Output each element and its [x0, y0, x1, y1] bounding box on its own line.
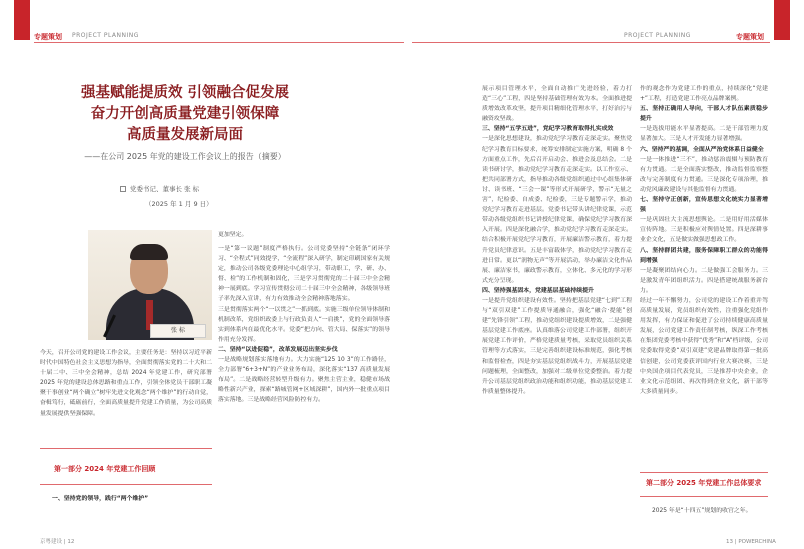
section-2-rule-top — [640, 472, 768, 473]
col1-tail — [52, 494, 212, 504]
article-title-line-1: 强基赋能提质效 引领融合促发展 — [80, 84, 290, 101]
col1-subheading: 一、坚持党的领导，践行“两个维护” — [52, 496, 149, 502]
col4-paragraph-11: 2025 年是“十四五”规划的收官之年。 — [652, 508, 752, 514]
col4-paragraph-3: 一是选拔用能水平显著提高。二是干部管理力度显著加大。三是人才开发能力显著增强。 — [640, 126, 768, 143]
article-subtitle: ——在公司 2025 年党的建设工作会议上的报告（摘要） — [84, 152, 286, 161]
col4-paragraph-5: 一是一体推进“三不”，推动惩治震慑与预防教育有力贯通。二是全面落实整改，推动监督监察整改与完善制度有力贯通。三是深化专项治理，推动党风廉政建设与其他监督有力贯通。 — [640, 156, 768, 193]
col4-paragraph-1: 作的观念作为党建工作的重点，持续深化“党建+”工程，打造党建工作亮点品牌案例。 — [640, 86, 768, 103]
col3-paragraph-3: 一是深化思想建设，推动党纪学习教育走深走实。聚焦党纪学习教育目标要求，统筹安排制定实施方案，明确 8 个方面重点工作，先后召开启动会、推进会及总结会。二是读书研讨学，推动党纪学习教育走深走实。以工作室示、把共同部署方式，指导推动各级党组织通过中心组集体研讨、读书班、“三会一课”等形式开展研学，警示“无量之害”，纪检委、自成委、纪检委，三是专题警示学，推动党纪学习教育走进基层。党委书记带头讲纪律党课，示范带动各级党组织书记讲授纪律党课，确保党纪学习教育深入开展。四是深化融合学，推动党纪学习教育走深走实。结合积极开展党纪学习教育，开展廉洁警示教育，着力提升党员纪律意识。五是丰富载体学，推动党纪学习教育走进日常。更以“润物无声”等开展活动，举办廉洁文化作品展、廉洁家书，廉政警示教育，立体化、多元化的学习形式充分呈现。 — [482, 136, 632, 284]
col2-paragraph-5: 一是战略规划落实落地有力。大力实施“125 10 3”的工作路径，全力部署“6+3+N”的产业业务布局，深化落实“137 高质量发展布局”。二是战略经营转型升级有力。聚焦主营主业，稳健市场战略性新兴产业，探索“路城管网+区域深耕”，国内外一批重点项目落实落地。三是战略经营风险防控有力。 — [218, 357, 390, 404]
page-header — [0, 0, 804, 44]
col2-paragraph-3: 三是贯彻落实两个“一以贯之”一抓到底。实施三级单位领导体制和机制改革，党组织政委上与行政负责人“一肩挑”，党的全面领导落实到体系内在最优化水平。党委“把方向、管大局、保落实”的领导作用充分发挥。 — [218, 306, 390, 343]
speaker-photo — [88, 230, 212, 340]
header-left-rule — [34, 42, 404, 43]
header-left-title: 专题策划 — [34, 33, 62, 41]
col3-subheading-1: 三、坚持“五学五进”，党纪学习教育取得扎实成效 — [482, 126, 614, 133]
col4-subheading-1: 五、坚持正确用人导向，干部人才队伍素质稳步提升 — [640, 106, 768, 123]
article-title-line-3: 高质量发展新局面 — [127, 126, 243, 143]
col1-paragraph-1: 今天，召开公司党的建设工作会议，主要任务是：坚持以习近平新时代中国特色社会主义思想为指导，全面贯彻落实党的二十大和二十届二中、三中全会精神，总结 2024 年党建工作，研究部署 2025 年党的建设总体思路和重点工作，引领全体党员干部职工凝聚干事创业“两个确立”树牢先进文化观念“两个维护”的行动自觉，奋楫笃行，砥砺前行，全面高质量提升党建工作质量，为公司高质量发展提供坚强保障。 — [40, 350, 212, 417]
author-text: 党委书记、董事长 张 标 — [130, 185, 200, 193]
header-left-marker — [14, 0, 30, 40]
section-1-rule-bottom — [40, 484, 212, 485]
col2-paragraph-1: 更加坚定。 — [218, 232, 248, 238]
col3-subheading-2: 四、坚持强基固本，党建基层基础持续提升 — [482, 287, 594, 294]
header-right-subtitle: PROJECT PLANNING — [624, 32, 691, 39]
col4-subheading-2: 六、坚持严的基调，全面从严治党体系日益健全 — [640, 146, 764, 153]
column-2 — [218, 230, 390, 240]
header-right-title: 专题策划 — [736, 33, 764, 41]
header-left-subtitle: PROJECT PLANNING — [72, 32, 139, 39]
col2-paragraph-2: 一是“第一议题”制度严格执行。公司党委坚持“全链条”闭环学习、“全程式”同效提学，“全流程”深入研学，制定印刷国家有关规定，推动公司各级党委理论中心组学习，带动职工，学、研、办、督、检”的工作机制和固化，三是学习贯彻党的二十届三中全会精神一展到底。学习宣传贯彻公司二十届三中全会精神，各级领导班子率先深入宣讲，有力有效推动全会精神落地落实。 — [218, 246, 390, 303]
photo-hair — [130, 244, 168, 260]
col4-paragraph-10: 经过一年不懈努力，公司党的建设工作着重并驾高质量发展，党员组织有效性，注重强化党组作用发挥，有力保证和促进了公司持续健康高质量发展，公司党建工作责任制考核，纵深工作考核在集团党委考核中获得“优秀”和“A”档评级，公司党委取得党委“双引双建”党建品牌取得第一批高信创建，公司党委获评国内行业大赛决赛，三是中央国企项目代表党员，三是推荐中央企业，企业文化示范组团、再次得到企业文化，新干部等大多质量同步。 — [640, 297, 768, 395]
col3-paragraph-1: 展示项目管理水平，全面自动推广先进经验，着力打造“三心”工程，四是坚持基础管理有效为本。全面推进提质增效改革攻坚，提升项目精细化管理水平，打好治污与融资攻坚战。 — [482, 86, 632, 123]
col3-paragraph-5: 一是提升党组织建设有效性。坚持把基层党建“七到”工程与“双引双建”工作提质导通融合，强化“融合·提能”创建“先锋引领”工程，推动党组织建设提质增效，二是强健基层党建工作底座。认真维落公司党建工作部署，组织开展党建工作评价，严格党建质量考核，采取党员组织关系管理等方式落实，三是完善组织建设标准规范，强化考核和监督检查，四是夯实基层党组织战斗力，开展基层党建问题梳理，全面整改，加强对二级单位党委整治。着力提升公司基层党组织政治功能和组织功能，推动基层党建工作质量整体提升。 — [482, 297, 632, 395]
footer-left: 京粤建设 | 12 — [40, 539, 75, 545]
col4-subheading-3: 七、坚持守正创新，宣传思想文化统实力显著增强 — [640, 197, 768, 214]
section-1-rule-top — [40, 448, 212, 449]
article-title-block — [40, 82, 330, 162]
col4-tail — [652, 506, 768, 516]
article-author — [120, 184, 199, 193]
article-date: （2025 年 1 月 9 日） — [145, 200, 213, 208]
col4-paragraph-9: 一是凝聚团结向心力。二是做强工会服务力。三是激发青年团组织活力。四是搭建统战服务新台力。 — [640, 267, 768, 294]
column-3 — [482, 84, 632, 397]
section-2-heading: 第二部分 2025 年党建工作总体要求 — [646, 479, 762, 487]
photo-nameplate: 张 标 — [150, 324, 206, 338]
column-1 — [40, 348, 212, 419]
column-4 — [640, 84, 768, 397]
article-title-line-2: 奋力开创高质量党建引领保障 — [90, 105, 280, 122]
footer-right: 13 | POWERCHINA — [726, 539, 776, 545]
header-right-rule — [412, 42, 770, 43]
header-right-marker — [774, 0, 790, 40]
section-1-heading: 第一部分 2024 年党建工作回顾 — [54, 465, 156, 473]
col2-subheading: 二、坚持“以进促稳”，改革发展迈出坚实步伐 — [218, 346, 338, 353]
col4-paragraph-7: 一是巩固壮大主流思想舆论。二是用好用活媒体宣传阵地。三是积极应对舆情处置。四是深耕事业企文化，五是做实做强思想政工作。 — [640, 217, 768, 244]
col4-subheading-4: 八、坚持群团共建，服务保障职工群众的功能得到增强 — [640, 247, 768, 264]
column-2-body — [218, 244, 390, 406]
author-marker-icon — [120, 186, 126, 192]
section-2-rule-bottom — [640, 496, 768, 497]
